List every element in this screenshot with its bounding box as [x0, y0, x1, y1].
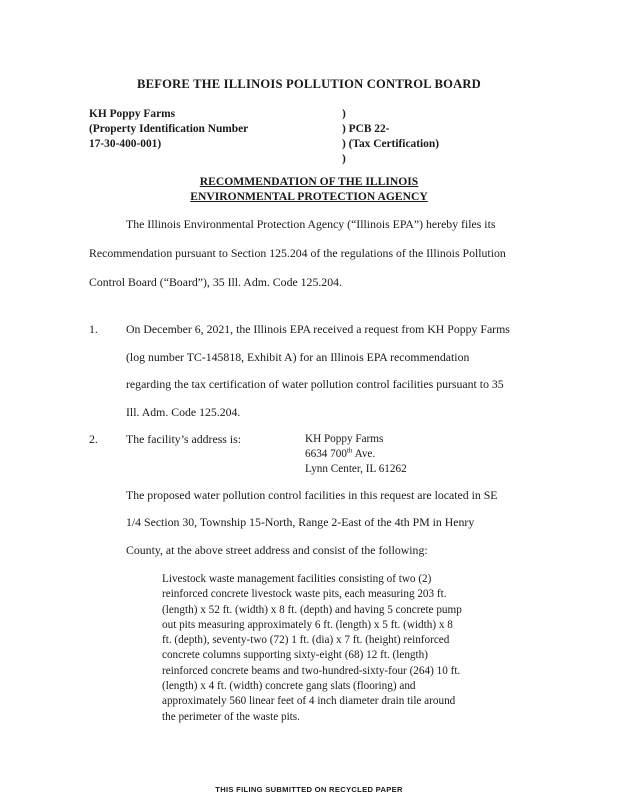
address-line-1: KH Poppy Farms: [305, 433, 384, 445]
item-1-number: 1.: [89, 322, 98, 336]
document-title: BEFORE THE ILLINOIS POLLUTION CONTROL BOARD: [137, 77, 481, 91]
caption-paren-4: ): [342, 153, 346, 165]
item-1-line-4: Ill. Adm. Code 125.204.: [126, 405, 241, 419]
caption-party: KH Poppy Farms: [89, 108, 176, 120]
caption-property-id-label: (Property Identification Number: [89, 123, 249, 135]
caption-paren-1: ): [342, 108, 346, 120]
item-1-line-1: On December 6, 2021, the Illinois EPA received a request from KH Poppy Farms: [126, 322, 510, 336]
intro-line-3: Control Board (“Board”), 35 Ill. Adm. Code 125.204.: [89, 275, 342, 289]
address-line-3: Lynn Center, IL 61262: [305, 463, 407, 475]
intro-line-1: The Illinois Environmental Protection Agency (“Illinois EPA”) hereby files its: [126, 217, 496, 231]
item-2-label: The facility’s address is:: [126, 432, 241, 446]
footer-recycled-paper: THIS FILING SUBMITTED ON RECYCLED PAPER: [215, 785, 403, 794]
facility-description: Livestock waste management facilities consisting of two (2) reinforced concrete livestock waste pits, each measuring 203 ft. (length) x 52 ft. (width) x 8 ft. (depth) and having 5 concrete pump out pits measuring approximately 6 ft. (length) x 5 ft. (width) x 8 ft. (depth), seventy-two (72) 1 ft. (dia) x 7 ft. (height) reinforced concrete columns supporting sixty-eight (68) 12 ft. (length) reinforced concrete beams and two-hundred-sixty-four (264) 10 ft. (length) x 4 ft. (width) concrete gang slats (flooring) and approximately 560 linear feet of 4 inch diameter drain tile around the perimeter of the waste pits.: [162, 573, 462, 723]
caption-case-number: ) PCB 22-: [342, 123, 390, 135]
item-1-line-3: regarding the tax certification of water pollution control facilities pursuant to 35: [126, 377, 504, 391]
caption-left: [89, 107, 248, 152]
recommendation-heading-line-1: RECOMMENDATION OF THE ILLINOIS: [199, 175, 419, 188]
intro-line-2: Recommendation pursuant to Section 125.204 of the regulations of the Illinois Pollution: [89, 246, 506, 260]
item-1-line-2: (log number TC-145818, Exhibit A) for an Illinois EPA recommendation: [126, 350, 470, 364]
item-2-number: 2.: [89, 432, 98, 446]
item-2-line-1: The proposed water pollution control facilities in this request are located in SE: [126, 488, 498, 502]
recommendation-heading-line-2: ENVIRONMENTAL PROTECTION AGENCY: [190, 190, 428, 203]
item-2-line-2: 1/4 Section 30, Township 15-North, Range 2-East of the 4th PM in Henry: [126, 515, 475, 529]
caption-property-id: 17-30-400-001): [89, 138, 162, 150]
caption-case-type: ) (Tax Certification): [342, 138, 440, 150]
item-2-line-3: County, at the above street address and consist of the following:: [126, 543, 428, 557]
facility-address: [305, 432, 407, 477]
caption-right: [342, 107, 439, 167]
address-line-2: 6634 700th Ave.: [305, 446, 376, 460]
